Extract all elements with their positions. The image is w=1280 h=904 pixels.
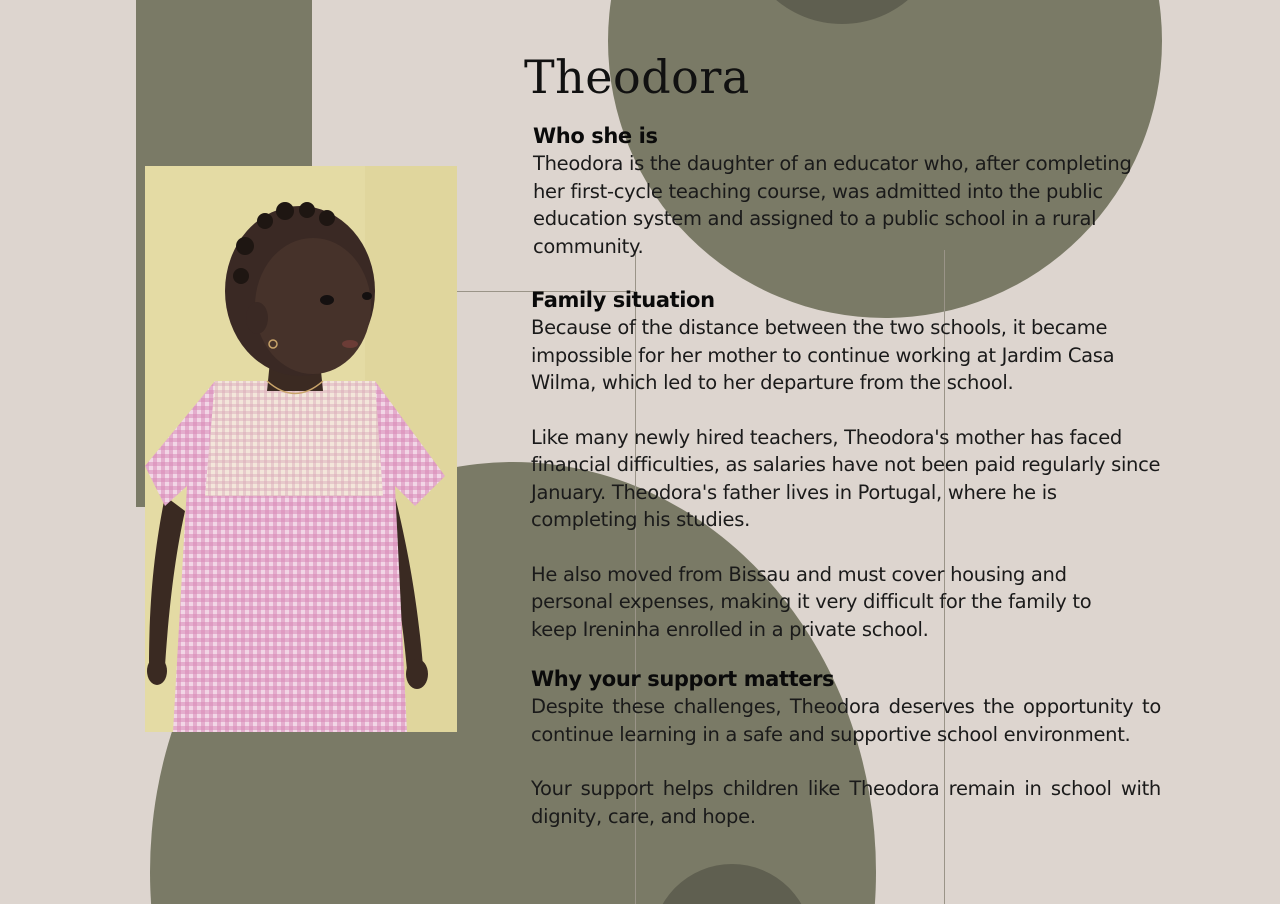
section-paragraph: Because of the distance between the two schools, it became impossible for her mother to continue working at Jardim Casa Wilma, which led to her departure from the school. — [531, 316, 1115, 394]
section-heading: Why your support matters — [531, 667, 835, 691]
child-illustration — [145, 166, 457, 732]
section-heading: Who she is — [533, 124, 658, 148]
section-heading: Family situation — [531, 288, 715, 312]
section-paragraph: Like many newly hired teachers, Theodora's mother has faced financial difficulties, as salaries have not been paid regularly since January. Theodora's father lives in Portugal, where he is completing his studies. — [531, 425, 1161, 531]
section-paragraph: Your support helps children like Theodora remain in school with dignity, care, and hope. — [531, 777, 1161, 828]
section-why-support-matters — [531, 667, 1161, 830]
section-who-she-is — [533, 124, 1161, 260]
section-paragraph: Theodora is the daughter of an educator who, after completing her first-cycle teaching course, was admitted into the public education system and assigned to a public school in a rural community. — [533, 152, 1132, 258]
section-paragraph: He also moved from Bissau and must cover housing and personal expenses, making it very difficult for the family to keep Ireninha enrolled in a private school. — [531, 562, 1092, 641]
page-title: Theodora — [524, 50, 750, 104]
child-photo — [145, 166, 457, 732]
section-family-situation — [531, 288, 1161, 643]
section-paragraph: Despite these challenges, Theodora deserves the opportunity to continue learning in a safe and supportive school environment. — [531, 695, 1161, 746]
